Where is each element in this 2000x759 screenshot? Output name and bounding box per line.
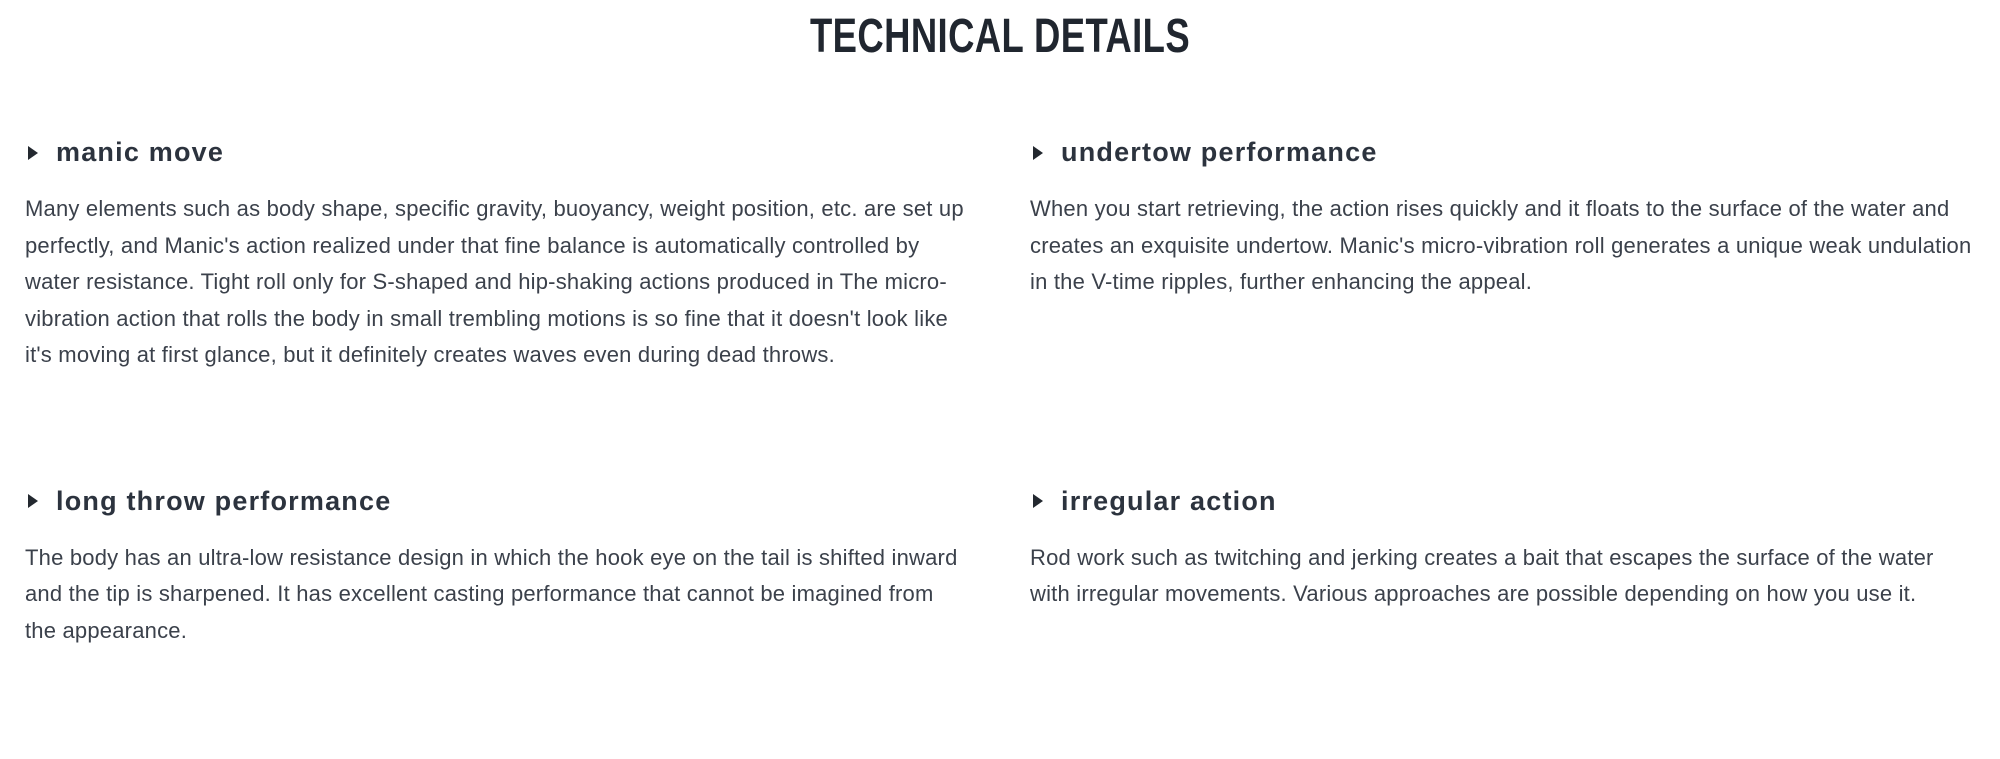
section-body-text: When you start retrieving, the action rises quickly and it floats to the surface of the water and creates an exquisite undertow. Manic's micro-vibration roll generates a unique weak undulation in the V-time ripples, further enhancing the appeal. bbox=[1030, 196, 1972, 295]
section-body-text: Many elements such as body shape, specific gravity, buoyancy, weight position, etc. are set up perfectly, and Manic's action realized under that fine balance is automatically controlled by water resistance. Tight roll only for S-shaped and hip-shaking actions produced in The micro-vibration action that rolls the body in small trembling motions is so fine that it doesn't look like it's moving at first glance, but it definitely creates waves even during dead throws. bbox=[25, 196, 964, 368]
section-heading-text: undertow performance bbox=[1061, 137, 1378, 167]
section-manic-move bbox=[25, 137, 970, 374]
page-title bbox=[25, 10, 1975, 63]
section-long-throw-performance bbox=[25, 486, 970, 650]
section-body-text: Rod work such as twitching and jerking creates a bait that escapes the surface of the water with irregular movements. Various approaches are possible depending on how you use it. bbox=[1030, 544, 1934, 607]
triangle-bullet-icon bbox=[28, 146, 38, 160]
triangle-bullet-icon bbox=[28, 494, 38, 508]
triangle-bullet-icon bbox=[1033, 146, 1043, 160]
details-grid bbox=[25, 137, 1975, 649]
section-heading-text: manic move bbox=[56, 137, 225, 167]
triangle-bullet-icon bbox=[1033, 494, 1043, 508]
section-heading-text: irregular action bbox=[1061, 485, 1277, 516]
section-heading-undertow-performance[interactable] bbox=[1030, 137, 1975, 168]
section-irregular-action bbox=[1030, 486, 1975, 650]
section-undertow-performance bbox=[1030, 137, 1975, 374]
section-heading-manic-move[interactable] bbox=[25, 137, 970, 168]
section-body-text: The body has an ultra-low resistance design in which the hook eye on the tail is shifted inward and the tip is sharpened. It has excellent casting performance that cannot be imagined from the appearance. bbox=[25, 544, 958, 643]
section-heading-long-throw-performance[interactable] bbox=[25, 486, 970, 517]
section-heading-irregular-action[interactable] bbox=[1030, 486, 1975, 517]
page-title-text: TECHNICAL DETAILS bbox=[809, 10, 1191, 63]
section-heading-text: long throw performance bbox=[56, 485, 392, 516]
